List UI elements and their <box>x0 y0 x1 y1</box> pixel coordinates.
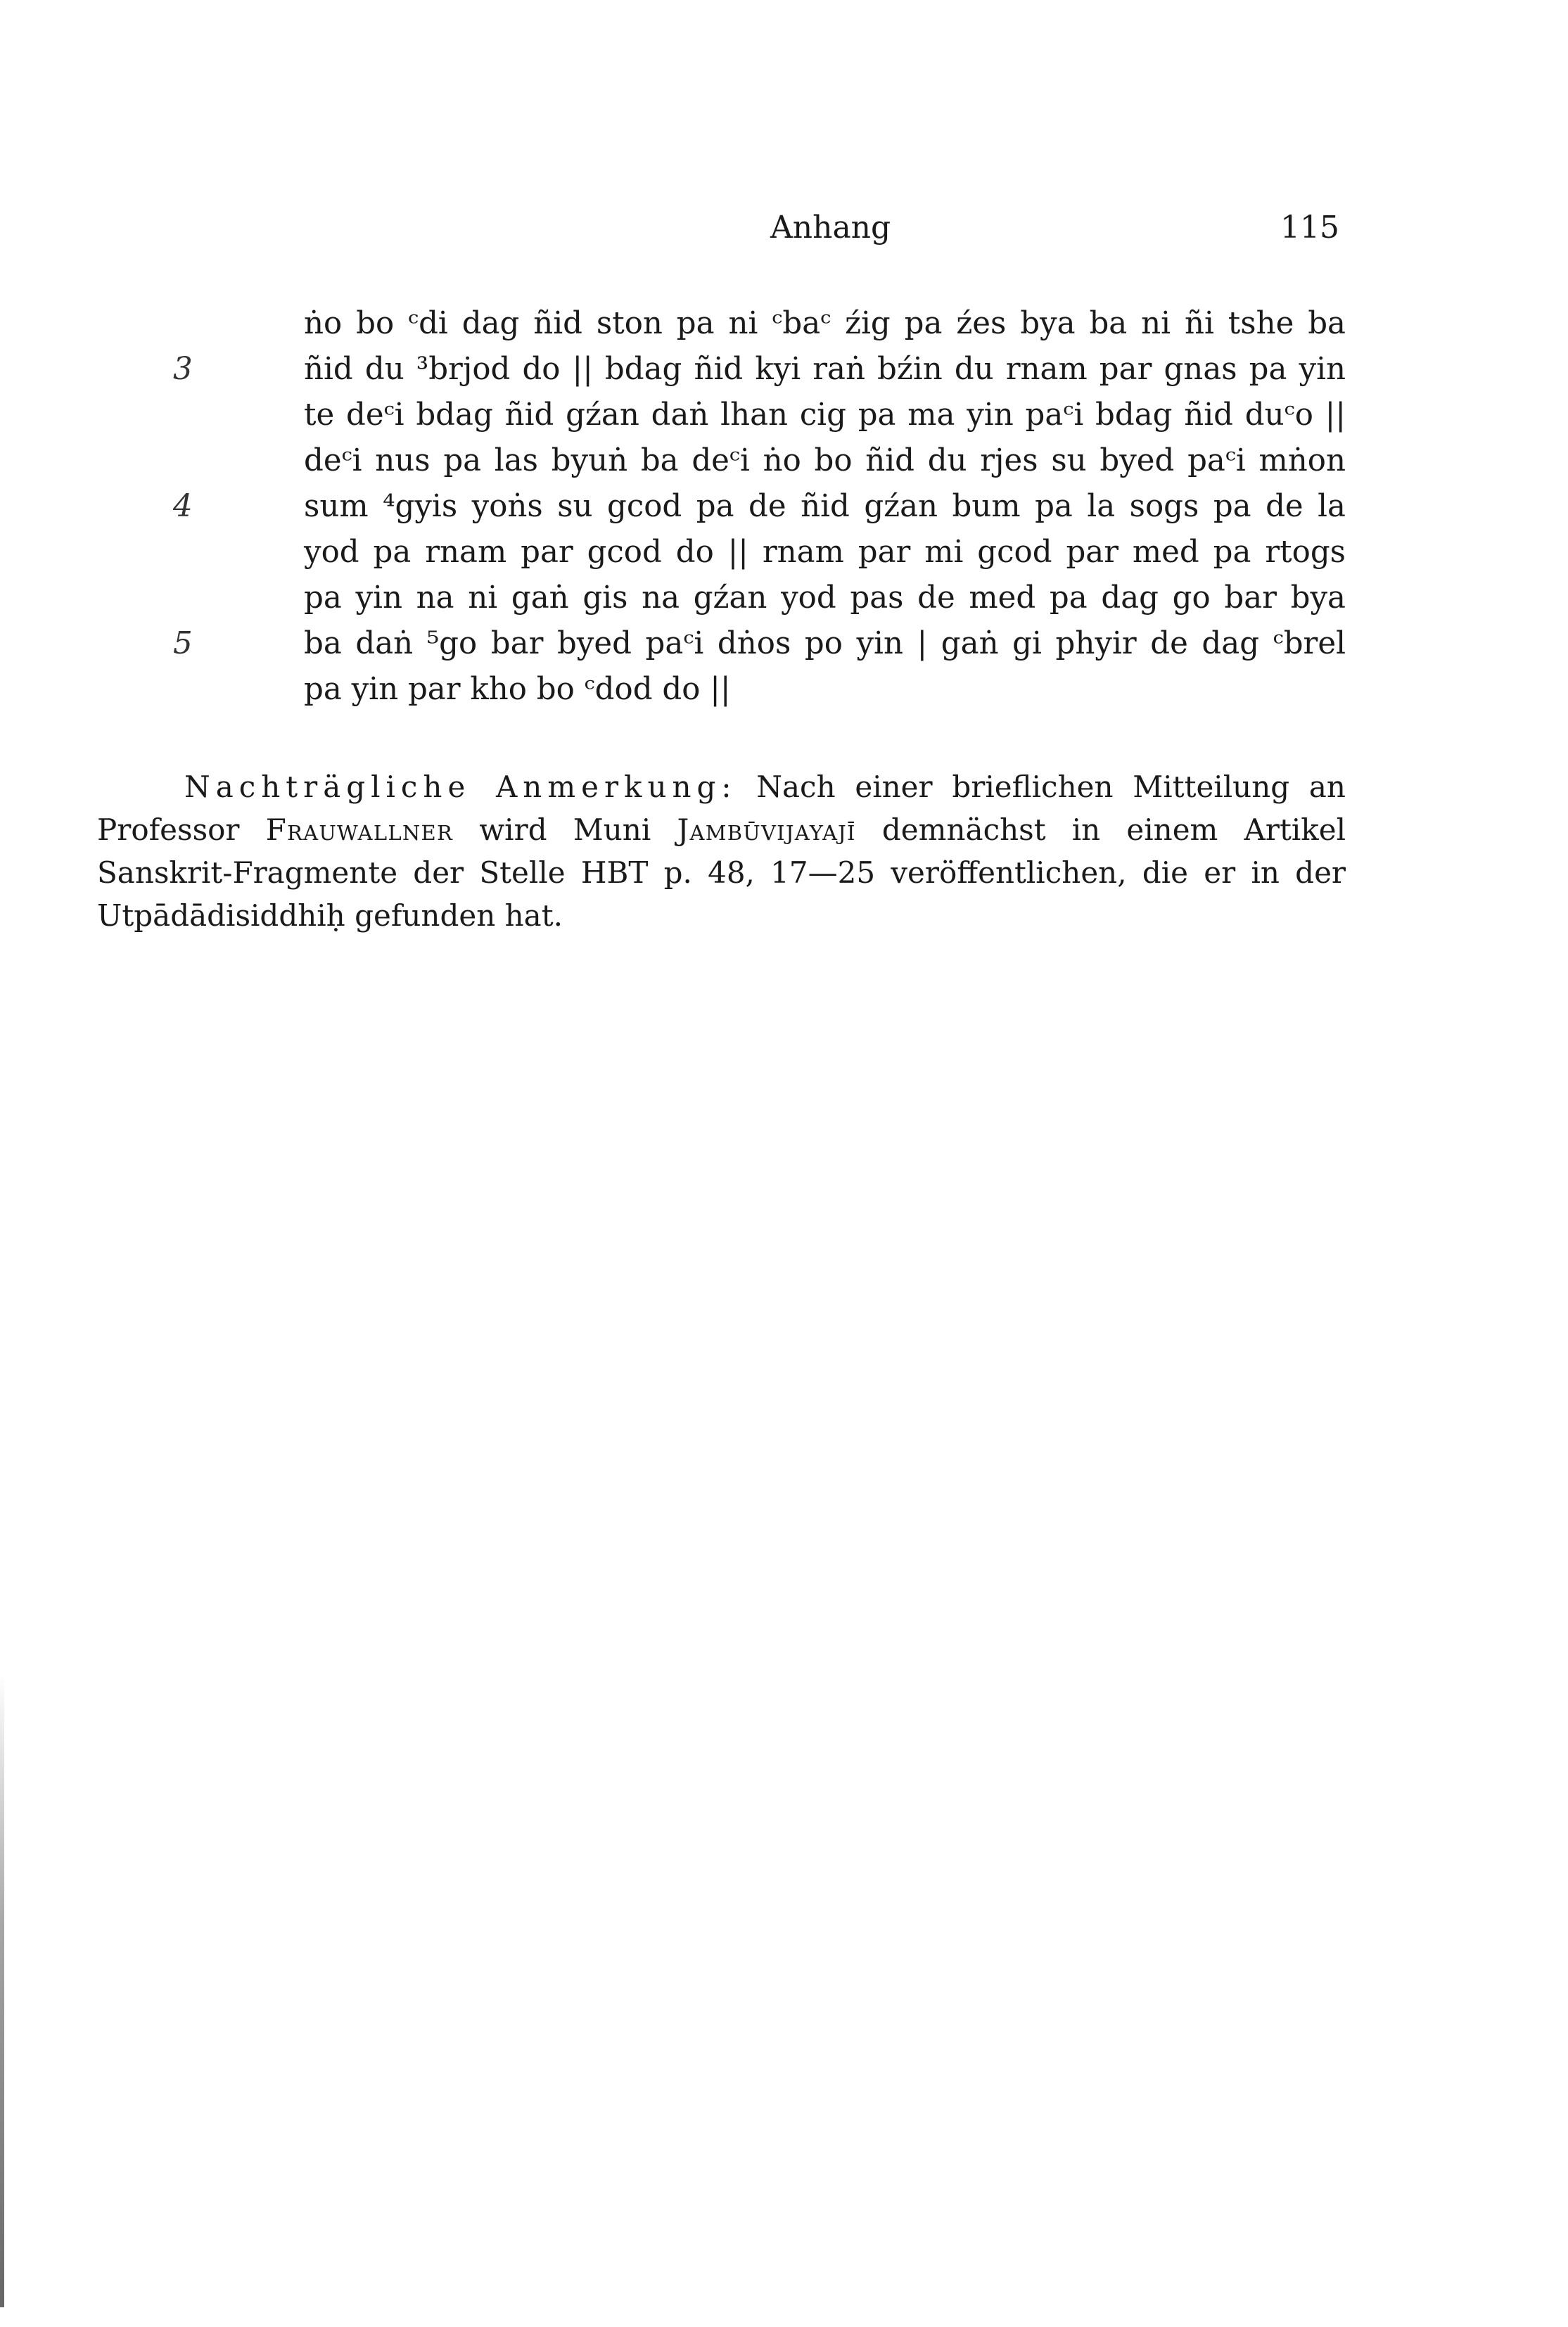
note-text: Utpādādisiddhiḥ gefunden hat. <box>97 898 563 933</box>
line-text: pa yin par kho bo ᶜdod do || <box>304 672 731 707</box>
line-text: te deᶜi bdag ñid gźan daṅ lhan cig pa ma yin paᶜi bdag ñid duᶜo || <box>304 397 1346 433</box>
note-heading: Nachträgliche Anmerkung: <box>184 770 737 804</box>
note-line <box>97 851 1346 894</box>
line-text: ba daṅ ⁵go bar byed paᶜi dṅos po yin | gaṅ gi phyir de dag ᶜbrel <box>304 626 1346 661</box>
page-number: 115 <box>1280 210 1339 246</box>
text-line <box>304 393 1346 438</box>
line-text: yod pa rnam par gcod do || rnam par mi gcod par med pa rtogs <box>304 535 1346 570</box>
line-marker: 4 <box>173 489 193 524</box>
note-text: wird Muni <box>479 812 651 847</box>
text-line <box>304 530 1346 575</box>
text-line <box>304 301 1346 347</box>
tibetan-text-block <box>173 301 1346 713</box>
note-text: demnächst in einem Artikel <box>881 812 1346 847</box>
text-line <box>304 438 1346 484</box>
line-text: deᶜi nus pa las byuṅ ba deᶜi ṅo bo ñid du rjes su byed paᶜi mṅon <box>304 443 1346 478</box>
scan-edge-shadow <box>0 1674 4 2307</box>
text-line <box>304 575 1346 621</box>
text-line <box>304 667 1346 713</box>
running-title: Anhang <box>770 210 891 246</box>
text-line <box>173 347 1346 393</box>
note-line <box>97 894 1346 937</box>
text-line <box>173 484 1346 530</box>
line-text: ṅo bo ᶜdi dag ñid ston pa ni ᶜbaᶜ źig pa źes bya ba ni ñi tshe ba <box>304 306 1346 341</box>
person-name: Jambūvijayajī <box>677 812 856 847</box>
note-text: Professor <box>97 812 240 847</box>
person-name: Frauwallner <box>265 812 454 847</box>
line-marker: 5 <box>173 626 193 661</box>
note-line <box>97 808 1346 851</box>
note-text: Nach einer brieflichen Mitteilung an <box>756 770 1346 804</box>
line-marker: 3 <box>173 352 193 387</box>
line-text: sum ⁴gyis yoṅs su gcod pa de ñid gźan bum pa la sogs pa de la <box>304 489 1346 524</box>
text-line <box>173 621 1346 667</box>
note-line <box>97 765 1346 808</box>
line-text: ñid du ³brjod do || bdag ñid kyi raṅ bźin du rnam par gnas pa yin <box>304 352 1346 387</box>
supplementary-note <box>97 765 1346 937</box>
line-text: pa yin na ni gaṅ gis na gźan yod pas de med pa dag go bar bya <box>304 580 1346 616</box>
note-text: Sanskrit-Fragmente der Stelle HBT p. 48, 17—25 veröffentlichen, die er in der <box>97 855 1346 890</box>
